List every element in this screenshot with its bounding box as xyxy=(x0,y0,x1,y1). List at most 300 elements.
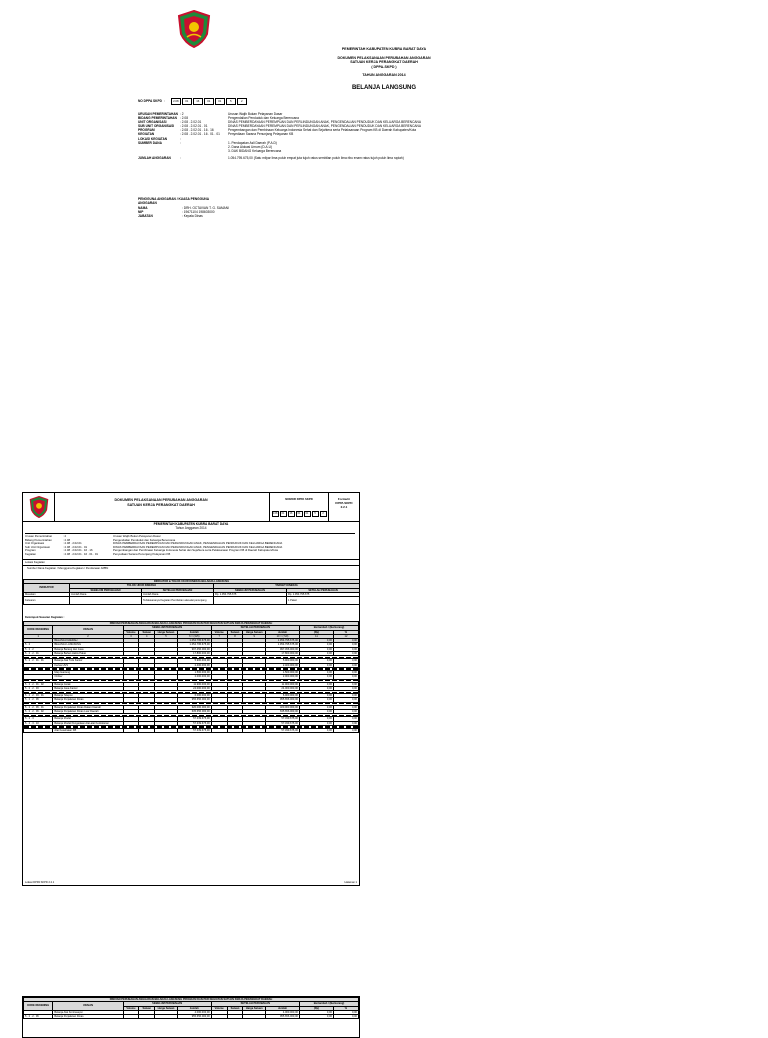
row-difference: 0,00 xyxy=(299,721,333,725)
row-percent: 0,00 xyxy=(333,682,358,686)
row-amount-after: 17.800.000,00 xyxy=(266,652,300,656)
row-percent: 0,00 xyxy=(333,670,358,674)
detail-subheader: % xyxy=(333,630,358,634)
indicator-subheader: SETELAH PERUBAHAN xyxy=(142,588,214,592)
row-amount-before: 635.656.000,00 xyxy=(177,710,211,714)
dashed-line xyxy=(24,703,358,704)
dashed-line xyxy=(24,657,358,658)
row-description: Belanja Perjalanan Dinas xyxy=(53,698,123,702)
row-percent: 0,00 xyxy=(333,1010,358,1014)
form-frame xyxy=(22,492,360,886)
detail-subheader: Satuan xyxy=(227,630,243,634)
info-code: : 2.08 . 2.02.01 xyxy=(63,541,82,546)
row-percent: 0,00 xyxy=(333,639,358,643)
detail-subheader: (Rp) xyxy=(299,630,333,634)
info-value: Urusan Wajib Bukan Pelayanan Dasar xyxy=(113,534,161,538)
row-amount-after: 57.339.675,00 xyxy=(266,717,300,721)
row-percent: 0,00 xyxy=(333,647,358,651)
budget-row xyxy=(24,1015,359,1019)
indicator-cell: 1 Paket xyxy=(287,597,360,605)
program-info xyxy=(138,112,628,160)
column-number: 8 xyxy=(227,634,243,638)
dashed-line xyxy=(24,692,358,693)
indicator-cell: Jumlah Dana xyxy=(70,592,142,596)
row-amount-after: 4.000.000,00 xyxy=(266,1010,300,1014)
row-volume xyxy=(123,728,139,732)
row-code: 5 . 2 . 2 . 06 . 01 xyxy=(24,705,53,709)
info-value: Pengembangan dan Pembinaan Keluarga Indonesia Sehat dan Sejahtera serta Pelaksanaan Program KB di Daerah Kabupaten/Kota xyxy=(113,548,278,553)
row-amount-after: 1.054.795.675,00 xyxy=(266,643,300,647)
row-description: Map Gantung xyxy=(53,670,123,674)
detail-col-header: URAIAN xyxy=(53,1002,123,1011)
indicator-subheader: SEBELUM PERUBAHAN xyxy=(214,588,287,592)
row-amount-before: 955.656.000,00 xyxy=(177,1015,211,1019)
row-amount-before: 320.000.000,00 xyxy=(177,705,211,709)
form-footer xyxy=(25,881,357,884)
row-difference: 0,00 xyxy=(299,659,333,663)
row-percent: 0,00 xyxy=(333,652,358,656)
column-number: 9 xyxy=(243,634,266,638)
signatory-value: : Kepala Dinas xyxy=(182,214,203,219)
row-difference: 0,00 xyxy=(299,643,333,647)
info-key xyxy=(138,149,180,153)
column-number: 1 xyxy=(24,634,53,638)
row-difference: 0,00 xyxy=(299,728,333,732)
form-title xyxy=(55,498,267,508)
info-key: LOKASI KEGIATAN xyxy=(138,136,168,141)
signatory-heading: PENGGUNA ANGGARAN / KUASA PENGGUNA ANGGARAN xyxy=(138,197,209,206)
info-value: DINAS PEMBERDAYAAN PEREMPUAN DAN PERLINDUNGAN ANAK, PENGENDALIAN PENDUDUK DAN KELUARGA BERENCANA xyxy=(228,120,421,125)
row-unit-price xyxy=(243,1015,266,1019)
info-code xyxy=(180,149,228,153)
row-code: 5 . 2 . 2 . 03 xyxy=(24,686,53,690)
info-code: : 2.08 . 2.02.01 . 01 xyxy=(180,124,208,129)
row-volume xyxy=(211,1015,227,1019)
row-volume xyxy=(211,728,227,732)
row-amount-after: 6.000.000,00 xyxy=(266,694,300,698)
row-amount-after: 320.000.000,00 xyxy=(266,705,300,709)
detail-subheader: Volume xyxy=(211,630,227,634)
row-unit-price xyxy=(155,728,178,732)
row-volume xyxy=(123,1015,139,1019)
row-percent: 0,00 xyxy=(333,686,358,690)
row-amount-before: 57.339.675,00 xyxy=(177,721,211,725)
indicator-col-header: TOLOK UKUR KINERJA xyxy=(70,584,214,588)
row-unit xyxy=(139,728,155,732)
indicator-col-header: TARGET KINERJA xyxy=(214,584,360,588)
row-description: Ordner xyxy=(53,675,123,679)
document-headings xyxy=(0,47,768,78)
number-cell: 01 xyxy=(296,511,303,517)
row-description: Belanja Alat Kontrasepsi xyxy=(53,1010,123,1014)
info-value: Penyediaan Sarana Penunjang Pelayanan KB xyxy=(113,551,171,556)
form-title-line: SATUAN KERJA PERANGKAT DAERAH xyxy=(127,502,195,507)
regency-emblem-logo xyxy=(28,496,50,518)
info-code: : xyxy=(180,140,181,145)
column-number: 6 = (3x5) xyxy=(177,634,211,638)
signatory-row xyxy=(138,214,229,218)
number-cell: 16 xyxy=(288,511,295,517)
info-value: 2. Dana Alokasi Umum (D.A.U) xyxy=(228,144,272,149)
row-amount-after: 955.656.000,00 xyxy=(266,1015,300,1019)
info-code: : 2.08 . 2.02.01 . 16 . 01 . 01 xyxy=(180,132,220,137)
info-code: : 2.08 xyxy=(180,116,188,121)
number-cell: 01 xyxy=(182,98,192,105)
row-unit-price xyxy=(155,1015,178,1019)
budget-detail-heading: RINCIAN PERUBAHAN ANGGARAN BELANJA LANGSUNG PROGRAM DAN PER KEGIATAN SATUAN KERJA PERANGKAT DAERAH xyxy=(24,622,359,626)
detail-subheader: Volume xyxy=(211,1006,227,1010)
row-difference: 0,00 xyxy=(299,1010,333,1014)
number-cell: 01 xyxy=(215,98,225,105)
heading-line: TAHUN ANGGARAN 2014 xyxy=(362,73,406,78)
row-amount-after: 2.400.000,00 xyxy=(266,663,300,667)
indicator-table xyxy=(23,579,360,605)
info-row xyxy=(138,156,628,160)
indicator-cell xyxy=(70,597,142,605)
row-code: 5 . 2 . 2 . 01 xyxy=(24,652,53,656)
row-code: 5 . 2 xyxy=(24,643,53,647)
funding-source-label: Sumber Dana Kegiatan / Mengguna Kegiatan / Pendanaan APBN xyxy=(27,566,109,570)
row-code: 5 . 2 . 2 . 01 . 01 xyxy=(24,659,53,663)
row-percent: 0,00 xyxy=(333,675,358,679)
detail-col-header: KODE REKENING xyxy=(24,626,53,635)
row-code: 5 . 2 . 2 . 06 . 02 xyxy=(24,710,53,714)
indicator-cell: Jumlah Dana xyxy=(142,592,214,596)
detail-col-header: SEBELUM PERUBAHAN xyxy=(123,1002,211,1006)
row-percent: 0,00 xyxy=(333,694,358,698)
row-unit xyxy=(139,1015,155,1019)
detail-subheader: Harga Satuan xyxy=(243,630,266,634)
form-code-line: Formulir xyxy=(337,497,351,501)
column-number: 2 xyxy=(53,634,123,638)
column-number: 12 xyxy=(333,634,358,638)
info-key: Sub Unit Organisasi xyxy=(25,544,50,549)
row-amount-before: 1.054.795.675,00 xyxy=(177,639,211,643)
indicator-row xyxy=(24,597,360,605)
document-page-2 xyxy=(0,490,768,890)
row-amount-before: 17.800.000,00 xyxy=(177,652,211,656)
number-cell: 5 xyxy=(312,511,319,517)
row-percent: 0,00 xyxy=(333,710,358,714)
row-amount-after: 5.900.000,00 xyxy=(266,659,300,663)
row-description: Belanja Perjalanan Dinas Luar Daerah xyxy=(53,710,123,714)
document-page-3 xyxy=(0,994,768,1024)
budget-detail-rows xyxy=(24,1010,359,1019)
row-amount-after: 2.000.000,00 xyxy=(266,675,300,679)
row-description: BELANJA DAERAH xyxy=(53,639,123,643)
detail-subheader: Harga Satuan xyxy=(155,630,178,634)
info-value: Pengendalian Penduduk dan Keluarga Berencana xyxy=(113,537,176,542)
detail-subheader: Volume xyxy=(123,1006,139,1010)
number-cell: 5 xyxy=(226,98,236,105)
column-number: 11 xyxy=(299,634,333,638)
row-code xyxy=(24,728,53,732)
row-difference: 0,00 xyxy=(299,652,333,656)
info-row xyxy=(138,149,628,153)
row-difference: 0,00 xyxy=(299,675,333,679)
dashed-line xyxy=(24,715,358,716)
budget-row xyxy=(24,728,359,732)
heading-line: DOKUMEN PELAKSANAAN PERUBAHAN ANGGARAN xyxy=(337,55,431,60)
row-amount-before: 1.054.795.675,00 xyxy=(177,643,211,647)
detail-subheader: Harga Satuan xyxy=(155,1006,178,1010)
form-subtitle xyxy=(23,522,359,531)
info-code: : 2.08 . 2.02.01 . 16 . 01 . 01 xyxy=(63,551,98,556)
info-value: Pengendalian Penduduk dan Keluarga Berencana xyxy=(228,116,299,121)
form-program-info xyxy=(25,533,355,557)
detail-subheader: Satuan xyxy=(227,1006,243,1010)
number-cell: 2 xyxy=(237,98,247,105)
detail-col-header: Bertambah / (Berkurang) xyxy=(299,1002,358,1006)
number-cell: 2 xyxy=(320,511,327,517)
info-code: : 2 xyxy=(180,112,184,116)
row-code: 5 . 2 . 2 . 06 xyxy=(24,698,53,702)
row-description: Belanja Modal Pengadaan Alat-alat Kedokteran xyxy=(53,721,123,725)
row-amount-before: 57.339.675,00 xyxy=(177,717,211,721)
row-description: Belanja Perjalanan Dinas xyxy=(53,1015,123,1019)
info-value: 1.054.795.675,00 (Satu milyar lima puluh empat juta tujuh ratus sembilan puluh lima ribu enam ratus tujuh puluh lima rupiah) xyxy=(228,155,404,160)
row-difference: 0,00 xyxy=(299,710,333,714)
dashed-line xyxy=(24,668,358,669)
row-description: Belanja Jasa Kantor xyxy=(53,686,123,690)
form-number-box xyxy=(271,497,327,517)
budget-detail-heading: RINCIAN PERUBAHAN ANGGARAN BELANJA LANGSUNG PROGRAM DAN PER KEGIATAN SATUAN KERJA PERANGKAT DAERAH xyxy=(24,998,359,1002)
row-code: 5 . 2 . 2 . 01 . 02 xyxy=(24,682,53,686)
row-amount-before: 1.500.000,00 xyxy=(177,670,211,674)
row-amount-after: 955.656.000,00 xyxy=(266,698,300,702)
row-description: Belanja Perjalanan Dinas Dalam Daerah xyxy=(53,705,123,709)
info-row xyxy=(25,553,355,557)
info-key: Program xyxy=(25,548,36,553)
row-amount-before: 4.000.000,00 xyxy=(177,1010,211,1014)
row-amount-after: 997.456.000,00 xyxy=(266,647,300,651)
target-group-label: Kelompok Sasaran Kegiatan : xyxy=(25,615,65,619)
row-description: BELANJA LANGSUNG xyxy=(53,643,123,647)
info-code: : 2.08 . 2.02.01 . 01 xyxy=(63,544,88,549)
detail-col-header: URAIAN xyxy=(53,626,123,635)
row-amount-after: 1.500.000,00 xyxy=(266,670,300,674)
info-value: 3. DAK BIDANG Keluarga Berencana xyxy=(228,148,282,153)
regency-name: PEMERINTAH KABUPATEN KUBRA BARAT DAYA xyxy=(153,522,229,526)
budget-year: Tahun Anggaran 2014 xyxy=(175,526,207,531)
indicator-cell: Keluaran xyxy=(24,597,70,605)
dashed-line xyxy=(24,726,358,727)
detail-subheader: Volume xyxy=(123,630,139,634)
info-code: : xyxy=(180,136,181,141)
row-code: 5 . 2 . 3 xyxy=(24,717,53,721)
info-code: : 2.08 xyxy=(63,537,70,542)
detail-col-header: Bertambah / (Berkurang) xyxy=(299,626,358,630)
info-key: PROGRAM xyxy=(138,128,155,133)
row-description: Belanja Modal xyxy=(53,717,123,721)
row-percent: 0,00 xyxy=(333,705,358,709)
info-key: SUMBER DANA xyxy=(138,140,162,145)
info-key: Unit Organisasi xyxy=(25,541,45,546)
info-key: URUSAN PEMERINTAHAN xyxy=(138,112,178,116)
row-code: 5 . 2 . 2 . 03 . 01 xyxy=(24,694,53,698)
indicator-cell: Masukan xyxy=(24,592,70,596)
signatory-key: NIP xyxy=(138,209,144,214)
detail-subheader: Satuan xyxy=(139,630,155,634)
detail-subheader: Harga Satuan xyxy=(243,1006,266,1010)
budget-detail-table xyxy=(23,621,359,733)
document-number-label: NO DPPA SKPD xyxy=(138,99,162,104)
row-difference: 0,00 xyxy=(299,686,333,690)
number-cell: 16 xyxy=(193,98,203,105)
info-value: Pengembangan dan Pembinaan Keluarga Indonesia Sehat dan Sejahtera serta Pelaksanaan Program KB di Daerah Kabupaten/Kota xyxy=(228,128,417,133)
info-code: : 2.08 . 2.02.01 . 16 . 16 xyxy=(180,128,214,133)
footer-left: Lokasi DPPA SKPD 2.2.1 xyxy=(25,881,55,884)
row-difference: 0,00 xyxy=(299,682,333,686)
row-amount-after: 57.339.675,00 xyxy=(266,728,300,732)
column-number: 4 xyxy=(139,634,155,638)
row-amount-after: 24.000.000,00 xyxy=(266,686,300,690)
row-unit-price xyxy=(243,728,266,732)
row-description: Belanja Cetak xyxy=(53,682,123,686)
row-description: Belanja Alat Tulis Kantor xyxy=(53,659,123,663)
row-amount-after: 1.054.795.675,00 xyxy=(266,639,300,643)
row-amount-before: 57.339.675,00 xyxy=(177,728,211,732)
row-difference: 0,00 xyxy=(299,705,333,709)
row-difference: 0,00 xyxy=(299,717,333,721)
number-cell: 2.08 xyxy=(171,98,181,105)
info-value: Urusan Wajib Bukan Pelayanan Dasar xyxy=(228,112,283,116)
info-key: BIDANG PEMERINTAHAN xyxy=(138,116,177,121)
row-amount-before: 955.656.000,00 xyxy=(177,698,211,702)
column-number: 7 xyxy=(211,634,227,638)
row-amount-before: 5.900.000,00 xyxy=(177,659,211,663)
heading-line: PEMERINTAH KABUPATEN KUBRA BARAT DAYA xyxy=(341,47,427,51)
indicator-col-header: INDIKATOR xyxy=(24,584,70,593)
row-amount-before: 24.000.000,00 xyxy=(177,686,211,690)
form-code-line: 2.2.1 xyxy=(340,505,348,510)
row-percent: 0,00 xyxy=(333,721,358,725)
detail-subheader: Satuan xyxy=(139,1006,155,1010)
budget-detail-table-continued xyxy=(23,997,359,1019)
indicator-cell: Rp. 1.054.795.675 xyxy=(287,592,360,596)
detail-col-header: KODE REKENING xyxy=(24,1002,53,1011)
detail-subheader: (Rp) xyxy=(299,1006,333,1010)
page-title: BELANJA LANGSUNG xyxy=(351,85,417,91)
signatory-block xyxy=(138,197,229,218)
form-code xyxy=(329,497,359,510)
detail-subheader: Jumlah xyxy=(266,1006,300,1010)
row-difference: 0,00 xyxy=(299,647,333,651)
row-percent: 0,00 xyxy=(333,663,358,667)
column-number: 5 xyxy=(155,634,178,638)
info-code: : xyxy=(180,155,181,160)
detail-subheader: Jumlah xyxy=(266,630,300,634)
form-header xyxy=(23,493,359,522)
row-unit xyxy=(227,1015,243,1019)
indicator-cell xyxy=(214,597,287,605)
indicator-subheader: SEBELUM PERUBAHAN xyxy=(70,588,142,592)
row-description: Belanja Telepon xyxy=(53,694,123,698)
row-description: Belanja Bahan Habis Pakai xyxy=(53,652,123,656)
row-percent: 0,00 xyxy=(333,1015,358,1019)
form-title-line: DOKUMEN PELAKSANAAN PERUBAHAN ANGGARAN xyxy=(114,498,208,502)
info-key: Kegiatan xyxy=(25,551,37,556)
info-value: DINAS PEMBERDAYAAN PEREMPUAN DAN PERLINDUNGAN ANAK, PENGENDALIAN PENDUDUK DAN KELUARGA BERENCANA xyxy=(113,541,283,546)
row-code: 5 . 2 . 2 . 06 xyxy=(24,1015,53,1019)
row-description: Alat Kesehatan KB xyxy=(53,728,123,732)
column-number: 10 = (7x9) xyxy=(266,634,300,638)
heading-line: SATUAN KERJA PERANGKAT DAERAH xyxy=(350,60,418,65)
info-value: 1. Pendapatan Asli Daerah (P.A.D) xyxy=(228,140,277,145)
info-key: Urusan Pemerintahan xyxy=(25,534,53,538)
document-number: NO DPPA SKPD : 2.08 01 16 01 01 5 2 xyxy=(138,98,247,105)
info-key: JUMLAH ANGGARAN xyxy=(138,155,171,160)
info-value: DINAS PEMBERDAYAAN PEREMPUAN DAN PERLINDUNGAN ANAK, PENGENDALIAN PENDUDUK DAN KELUARGA BERENCANA xyxy=(113,544,283,549)
number-cell: 01 xyxy=(304,511,311,517)
row-percent: 0,00 xyxy=(333,728,358,732)
document-page-1 xyxy=(0,0,768,462)
row-code: 5 . 2 . 2 xyxy=(24,647,53,651)
signatory-value: : DRH. OCTAVIAN T. G. SAMANI xyxy=(182,205,229,210)
row-amount-before: 11.900.000,00 xyxy=(177,682,211,686)
indicator-cell: Rp. 1.054.795.675 xyxy=(214,592,287,596)
info-code: : 2 xyxy=(63,534,67,538)
column-number: 3 xyxy=(123,634,139,638)
row-amount-before: 2.400.000,00 xyxy=(177,663,211,667)
detail-subheader: % xyxy=(333,1006,358,1010)
form-number-label: NOMOR DPPA SKPD xyxy=(285,497,313,501)
number-cell: 2.08 xyxy=(272,512,278,515)
row-amount-after: 57.339.675,00 xyxy=(266,721,300,725)
row-amount-before: 2.000.000,00 xyxy=(177,675,211,679)
info-code: : 2.08 . 2.02.01 xyxy=(180,120,202,125)
row-amount-before: 6.000.000,00 xyxy=(177,694,211,698)
form-frame xyxy=(22,996,360,1038)
row-percent: 0,00 xyxy=(333,717,358,721)
row-code: 5 . 2 . 3 . 10 xyxy=(24,721,53,725)
info-key: SUB UNIT ORGANISASI xyxy=(138,124,175,129)
regency-emblem-logo xyxy=(176,10,212,48)
info-key: KEGIATAN xyxy=(138,132,155,137)
signatory-key: NAMA xyxy=(138,205,148,210)
number-cell: 01 xyxy=(204,98,214,105)
info-key: Bidang Pemerintahan xyxy=(25,537,52,542)
budget-detail-rows xyxy=(24,639,359,733)
row-percent: 0,00 xyxy=(333,659,358,663)
row-unit xyxy=(227,728,243,732)
row-description: Kertas HVS xyxy=(53,663,123,667)
row-difference: 0,00 xyxy=(299,694,333,698)
indicator-heading: INDIKATOR & TOLOK UKUR KINERJA BELANJA LANGSUNG xyxy=(24,580,360,584)
page-number: Halaman 1 xyxy=(344,881,357,884)
row-difference: 0,00 xyxy=(299,670,333,674)
form-code-line: DPPA SKPD xyxy=(335,501,353,506)
detail-subheader: Jumlah xyxy=(177,630,211,634)
location-label: Lokasi Kegiatan xyxy=(25,560,45,564)
info-value: Penyediaan Sarana Penunjang Pelayanan KB xyxy=(228,132,294,137)
dashed-line xyxy=(24,680,358,681)
row-difference: 0,00 xyxy=(299,663,333,667)
row-difference: 0,00 xyxy=(299,1015,333,1019)
row-difference: 0,00 xyxy=(299,639,333,643)
detail-col-header: SEBELUM PERUBAHAN xyxy=(123,626,211,630)
info-key: UNIT ORGANISASI xyxy=(138,120,167,125)
detail-subheader: Jumlah xyxy=(177,1006,211,1010)
signatory-value: : 19671104 198603000 xyxy=(182,209,215,214)
row-amount-after: 11.900.000,00 xyxy=(266,682,300,686)
row-amount-before: 997.456.000,00 xyxy=(177,647,211,651)
number-cell: 01 xyxy=(280,511,287,517)
info-value: DINAS PEMBERDAYAAN PEREMPUAN DAN PERLINDUNGAN ANAK, PENGENDALIAN PENDUDUK DAN KELUARGA BERENCANA xyxy=(228,124,421,129)
row-description: Belanja Barang dan Jasa xyxy=(53,647,123,651)
detail-col-header: SETELAH PERUBAHAN xyxy=(211,1002,299,1006)
info-code: : 2.08 . 2.02.01 . 16 . 16 xyxy=(63,548,93,553)
